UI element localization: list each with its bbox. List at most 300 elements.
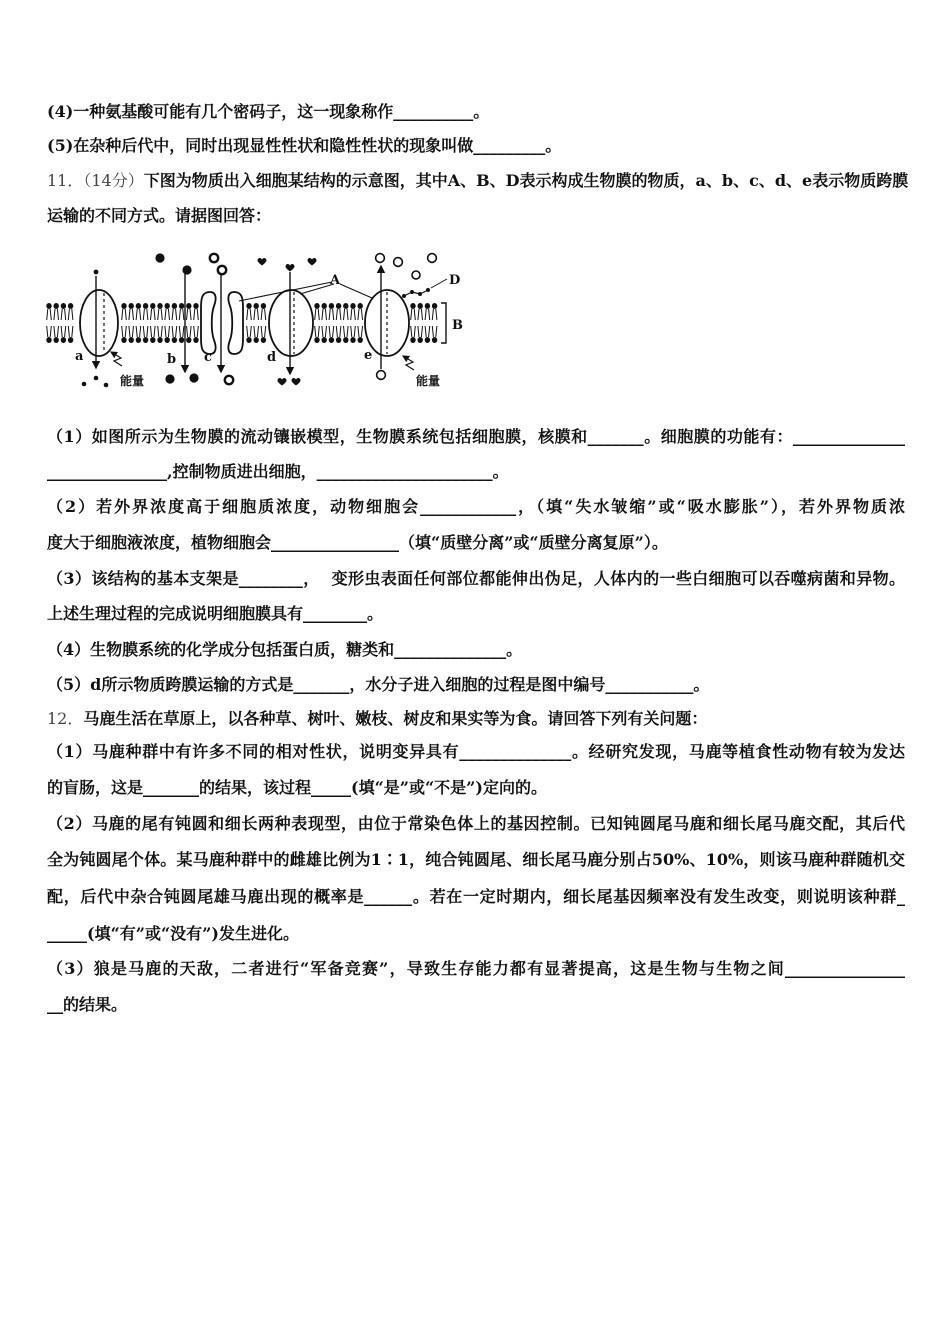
label-a: a: [75, 349, 84, 364]
phospholipid: [186, 303, 191, 320]
phospholipid-tail: [165, 309, 166, 320]
label-D-pointer: [431, 279, 447, 288]
sugar-chain-link: [404, 290, 428, 296]
q11-intro-line2: 运输的不同方式。请据图回答：: [47, 206, 272, 225]
q11-intro-text: 下图为物质出入细胞某结构的示意图，其中A、B、D表示构成生物膜的物质，a、b、c、d、e表示物质跨膜: [143, 171, 909, 190]
phospholipid-tail: [147, 309, 148, 320]
phospholipid-tail: [418, 326, 419, 337]
phospholipid-tail: [172, 326, 173, 337]
phospholipid: [336, 326, 341, 343]
phospholipid: [254, 303, 259, 320]
phospholipid-tail: [318, 326, 319, 337]
phospholipid-head: [129, 337, 134, 343]
black-molecule: [189, 373, 198, 382]
phospholipid: [129, 303, 134, 320]
q11-part4-line1: （4）生物膜系统的化学成分包括蛋白质，糖类和______________。: [47, 640, 523, 659]
phospholipid-tail: [136, 326, 137, 337]
phospholipid-head: [322, 303, 327, 309]
phospholipid-head: [329, 337, 334, 343]
phospholipid-tail: [247, 326, 248, 337]
pointer-to-protein-e: [340, 284, 372, 298]
phospholipid: [61, 326, 66, 343]
phospholipid-tail: [347, 309, 348, 320]
phospholipid-tail: [315, 309, 316, 320]
phospholipid-tail: [333, 326, 334, 337]
phospholipid-head: [350, 303, 355, 309]
ring-molecule: [210, 254, 218, 262]
phospholipid-head: [358, 337, 363, 343]
phospholipid-tail: [436, 326, 437, 337]
phospholipid-tail: [57, 309, 58, 320]
phospholipid-tail: [432, 326, 433, 337]
phospholipid-head: [54, 303, 59, 309]
small-molecule: [82, 382, 87, 387]
label-e: e: [364, 348, 373, 363]
phospholipid: [121, 303, 126, 320]
phospholipid-head: [336, 337, 341, 343]
phospholipid-tail: [61, 309, 62, 320]
phospholipid: [314, 326, 319, 343]
phospholipid-head: [68, 303, 73, 309]
phospholipid-tail: [358, 326, 359, 337]
q12-part2-line3: 配，后代中杂合钝圆尾雄马鹿出现的概率是______。若在一定时期内，细长尾基因频率没有发生改变，则说明该种群_: [47, 887, 905, 906]
q11-part1-line1: （1）如图所示为生物膜的流动镶嵌模型，生物膜系统包括细胞膜，核膜和_______。细胞膜的功能有：______________: [47, 427, 905, 446]
phospholipid-tail: [151, 326, 152, 337]
phospholipid-head: [46, 303, 51, 309]
label-d: d: [267, 350, 277, 365]
phospholipid-tail: [190, 326, 191, 337]
phospholipid: [165, 303, 170, 320]
phospholipid: [314, 303, 319, 320]
phospholipid: [157, 326, 162, 343]
phospholipid-head: [143, 337, 148, 343]
phospholipid: [54, 303, 59, 320]
phospholipid-tail: [421, 309, 422, 320]
phospholipid: [129, 326, 134, 343]
protein-body: [269, 290, 313, 356]
phospholipid-head: [193, 303, 198, 309]
q12-part1-line2: 的盲肠，这是_______的结果，该过程_____(填“是”或“不是”)定向的。: [47, 778, 547, 797]
heart-molecule: [278, 378, 287, 386]
phospholipid-head: [186, 337, 191, 343]
phospholipid-tail: [183, 326, 184, 337]
label-A: A: [330, 273, 341, 288]
phospholipid: [193, 326, 198, 343]
hollow-molecule: [376, 254, 385, 263]
phospholipid: [329, 326, 334, 343]
phospholipid-tail: [190, 309, 191, 320]
q11-part3-line1: （3）该结构的基本支架是________， 变形虫表面任何部位都能伸出伪足，人体内的一些白细胞可以吞噬病菌和异物。: [47, 569, 905, 588]
phospholipid-tail: [72, 309, 73, 320]
phospholipid-tail: [68, 309, 69, 320]
label-c: c: [204, 350, 212, 365]
phospholipid-head: [343, 337, 348, 343]
phospholipid-tail: [125, 326, 126, 337]
phospholipid-head: [121, 303, 126, 309]
phospholipid-tail: [151, 309, 152, 320]
phospholipid-tail: [432, 309, 433, 320]
phospholipid: [343, 326, 348, 343]
energy-label-left: 能量: [120, 374, 145, 388]
phospholipid-tail: [351, 326, 352, 337]
phospholipid-tail: [158, 309, 159, 320]
phospholipid: [410, 326, 415, 343]
phospholipid-tail: [47, 326, 48, 337]
phospholipid-head: [179, 303, 184, 309]
phospholipid-head: [172, 303, 177, 309]
phospholipid-head: [418, 337, 423, 343]
phospholipid-tail: [425, 309, 426, 320]
phospholipid-tail: [129, 326, 130, 337]
glycoprotein-chain: [402, 279, 447, 298]
phospholipid-tail: [168, 309, 169, 320]
phospholipid: [418, 303, 423, 320]
phospholipid-tail: [165, 326, 166, 337]
phospholipid: [322, 303, 327, 320]
phospholipid: [165, 326, 170, 343]
phospholipid-head: [343, 303, 348, 309]
phospholipid-tail: [414, 326, 415, 337]
phospholipid-head: [246, 337, 251, 343]
q12-part2-line2: 全为钝圆尾个体。某马鹿种群中的雌雄比例为1∶1，纯合钝圆尾、细长尾马鹿分别占50%、10%，则该马鹿种群随机交: [47, 850, 905, 869]
heart-molecule: [292, 378, 301, 386]
phospholipid-tail: [50, 326, 51, 337]
phospholipid: [143, 303, 148, 320]
ring-molecule: [218, 266, 226, 274]
phospholipid-head: [261, 337, 266, 343]
sugar-unit: [402, 294, 406, 298]
phospholipid: [46, 303, 51, 320]
phospholipid-tail: [47, 309, 48, 320]
phospholipid: [172, 326, 177, 343]
channel-left-half: [201, 292, 216, 354]
carrier-protein-e: [365, 290, 409, 356]
phospholipid: [343, 303, 348, 320]
phospholipid-head: [246, 303, 251, 309]
phospholipid-tail: [136, 309, 137, 320]
phospholipid-tail: [179, 309, 180, 320]
phospholipid-tail: [194, 309, 195, 320]
phospholipid-tail: [254, 326, 255, 337]
phospholipid: [136, 326, 141, 343]
phospholipid-tail: [329, 309, 330, 320]
phospholipid-tail: [161, 326, 162, 337]
phospholipid-tail: [168, 326, 169, 337]
phospholipid-head: [61, 337, 66, 343]
phospholipid-tail: [340, 309, 341, 320]
q12-intro: [47, 709, 707, 729]
phospholipid: [246, 326, 251, 343]
phospholipid-tail: [333, 309, 334, 320]
black-molecule: [165, 374, 174, 383]
black-molecule: [155, 253, 164, 262]
q11-part2-line1: （2）若外界浓度高于细胞质浓度，动物细胞会____________，（填“失水皱缩”或“吸水膨胀”），若外界物质浓: [47, 497, 905, 516]
phospholipid-head: [179, 337, 184, 343]
small-molecule: [104, 383, 109, 388]
phospholipid-tail: [351, 309, 352, 320]
phospholipid-head: [254, 303, 259, 309]
q12-part3-line2: __的结果。: [47, 995, 128, 1014]
q12-part2-line4: _____(填“有”或“没有”)发生进化。: [47, 924, 299, 943]
q11-number: 11．（14分）: [47, 171, 144, 190]
label-B: B: [452, 318, 463, 333]
phospholipid-head: [425, 303, 430, 309]
phospholipid-head: [143, 303, 148, 309]
label-D: D: [449, 273, 461, 288]
phospholipid: [68, 326, 73, 343]
phospholipid-head: [157, 303, 162, 309]
phospholipid-head: [432, 337, 437, 343]
phospholipid-tail: [140, 326, 141, 337]
sugar-unit: [426, 288, 430, 292]
q12-part1-line1: （1）马鹿种群中有许多不同的相对性状，说明变异具有______________。经研究发现，马鹿等植食性动物有较为发达: [47, 742, 905, 761]
phospholipid-tail: [147, 326, 148, 337]
phospholipid-head: [425, 337, 430, 343]
energy-label-right: 能量: [416, 374, 441, 388]
phospholipid: [179, 303, 184, 320]
phospholipid-tail: [65, 326, 66, 337]
phospholipid-tail: [325, 309, 326, 320]
q10-part4: (4)一种氨基酸可能有几个密码子，这一现象称作__________。: [47, 102, 490, 121]
phospholipid-tail: [257, 326, 258, 337]
phospholipid: [172, 303, 177, 320]
q11-part1-line2: _______________,控制物质进出细胞，______________________。: [47, 462, 509, 481]
phospholipid-tail: [154, 309, 155, 320]
q11-part3-line2: 上述生理过程的完成说明细胞膜具有________。: [47, 604, 384, 623]
phospholipid-tail: [172, 309, 173, 320]
phospholipid-head: [314, 303, 319, 309]
q11-intro-line1: [47, 171, 909, 191]
hollow-molecule: [428, 254, 437, 263]
heart-molecule: [258, 258, 267, 266]
heart-molecule: [286, 264, 295, 272]
phospholipid: [432, 326, 437, 343]
phospholipid-head: [54, 337, 59, 343]
phospholipid-tail: [50, 309, 51, 320]
phospholipid-tail: [161, 309, 162, 320]
phospholipid-tail: [132, 326, 133, 337]
phospholipid-head: [46, 337, 51, 343]
phospholipid-tail: [429, 309, 430, 320]
phospholipid-head: [322, 337, 327, 343]
ring-molecule: [225, 376, 233, 384]
phospholipid-head: [136, 303, 141, 309]
phospholipid: [432, 303, 437, 320]
phospholipid-tail: [261, 326, 262, 337]
phospholipid-tail: [329, 326, 330, 337]
q11-part2-line2: 度大于细胞液浓度，植物细胞会________________（填“质壁分离”或“质壁分离复原”）。: [47, 533, 668, 552]
phospholipid-tail: [322, 309, 323, 320]
phospholipid-tail: [143, 326, 144, 337]
phospholipid-head: [418, 303, 423, 309]
phospholipid: [136, 303, 141, 320]
phospholipid-tail: [72, 326, 73, 337]
small-molecule: [94, 376, 99, 381]
phospholipid-tail: [57, 326, 58, 337]
phospholipid-tail: [54, 326, 55, 337]
channel-right-half: [228, 292, 243, 354]
phospholipid: [358, 326, 363, 343]
phospholipid-head: [121, 337, 126, 343]
phospholipid: [193, 303, 198, 320]
phospholipid-head: [410, 337, 415, 343]
phospholipid-tail: [411, 326, 412, 337]
phospholipid-tail: [140, 309, 141, 320]
phospholipid: [54, 326, 59, 343]
phospholipid-head: [150, 303, 155, 309]
phospholipid-tail: [176, 326, 177, 337]
hollow-molecule: [377, 371, 386, 380]
phospholipid-tail: [254, 309, 255, 320]
phospholipid: [425, 326, 430, 343]
energy-zigzag-left: [111, 352, 122, 366]
phospholipid: [121, 326, 126, 343]
phospholipid: [261, 303, 266, 320]
phospholipid-tail: [358, 309, 359, 320]
q12-intro-text: 马鹿生活在草原上，以各种草、树叶、嫩枝、树皮和果实等为食。请回答下列有关问题：: [83, 709, 708, 728]
phospholipid-tail: [122, 309, 123, 320]
phospholipid-tail: [187, 309, 188, 320]
phospholipid-tail: [411, 309, 412, 320]
hollow-molecule: [394, 258, 403, 267]
phospholipid-tail: [143, 309, 144, 320]
phospholipid: [68, 303, 73, 320]
phospholipid-tail: [418, 309, 419, 320]
phospholipid-tail: [344, 309, 345, 320]
small-molecule: [94, 270, 99, 275]
phospholipid-tail: [414, 309, 415, 320]
phospholipid-head: [136, 337, 141, 343]
phospholipid-head: [165, 303, 170, 309]
phospholipid-tail: [361, 309, 362, 320]
hollow-molecule: [412, 271, 420, 279]
phospholipid: [61, 303, 66, 320]
phospholipid-tail: [354, 326, 355, 337]
phospholipid-tail: [250, 309, 251, 320]
phospholipid-tail: [322, 326, 323, 337]
phospholipid-head: [261, 303, 266, 309]
phospholipid-head: [157, 337, 162, 343]
phospholipid-tail: [340, 326, 341, 337]
phospholipid-tail: [315, 326, 316, 337]
phospholipid: [336, 303, 341, 320]
q12-part2-line1: （2）马鹿的尾有钝圆和细长两种表现型，由位于常染色体上的基因控制。已知钝圆尾马鹿和细长尾马鹿交配，其后代: [47, 814, 905, 833]
phospholipid-tail: [122, 326, 123, 337]
phospholipid-tail: [354, 309, 355, 320]
phospholipid-tail: [65, 309, 66, 320]
phospholipid-tail: [187, 326, 188, 337]
phospholipid-tail: [257, 309, 258, 320]
phospholipid-head: [150, 337, 155, 343]
phospholipid: [246, 303, 251, 320]
phospholipid-tail: [344, 326, 345, 337]
phospholipid: [350, 303, 355, 320]
phospholipid-head: [314, 337, 319, 343]
phospholipid-tail: [265, 326, 266, 337]
phospholipid: [425, 303, 430, 320]
phospholipid-head: [172, 337, 177, 343]
phospholipid-head: [61, 303, 66, 309]
heart-molecule: [308, 258, 317, 266]
sugar-unit: [410, 290, 414, 294]
phospholipid-tail: [68, 326, 69, 337]
phospholipid-head: [165, 337, 170, 343]
phospholipid-tail: [261, 309, 262, 320]
bilayer-bracket: [441, 303, 446, 343]
phospholipid-tail: [318, 309, 319, 320]
phospholipid-head: [193, 337, 198, 343]
phospholipid-tail: [336, 326, 337, 337]
phospholipid-tail: [179, 326, 180, 337]
protein-body: [80, 290, 118, 356]
phospholipid-tail: [132, 309, 133, 320]
phospholipid: [179, 326, 184, 343]
phospholipid: [322, 326, 327, 343]
phospholipid: [358, 303, 363, 320]
sugar-unit: [418, 292, 422, 296]
phospholipid: [150, 326, 155, 343]
phospholipid-tail: [361, 326, 362, 337]
phospholipid-tail: [250, 326, 251, 337]
phospholipid-head: [186, 303, 191, 309]
phospholipid-tail: [265, 309, 266, 320]
q10-part5: (5)在杂种后代中，同时出现显性性状和隐性性状的现象叫做_________。: [47, 136, 562, 155]
phospholipid: [261, 326, 266, 343]
phospholipid: [46, 326, 51, 343]
phospholipid-tail: [425, 326, 426, 337]
phospholipid-head: [432, 303, 437, 309]
phospholipid-tail: [61, 326, 62, 337]
phospholipid-head: [129, 303, 134, 309]
phospholipid-head: [68, 337, 73, 343]
phospholipid-tail: [158, 326, 159, 337]
energy-zigzag-right: [403, 356, 414, 370]
phospholipid-tail: [54, 309, 55, 320]
phospholipid-tail: [129, 309, 130, 320]
molecules-outside: [94, 253, 437, 279]
phospholipid-tail: [429, 326, 430, 337]
phospholipid-tail: [194, 326, 195, 337]
phospholipid-tail: [247, 309, 248, 320]
phospholipid-head: [254, 337, 259, 343]
carrier-protein-d: [269, 290, 313, 356]
phospholipid-tail: [347, 326, 348, 337]
phospholipid-tail: [197, 309, 198, 320]
channel-protein-c: [201, 292, 243, 354]
phospholipid-tail: [183, 309, 184, 320]
q12-number: 12．: [47, 709, 84, 728]
phospholipid-tail: [336, 309, 337, 320]
cell-membrane-diagram: [44, 248, 474, 398]
phospholipid: [150, 303, 155, 320]
phospholipid: [410, 303, 415, 320]
phospholipid: [418, 326, 423, 343]
phospholipid: [254, 326, 259, 343]
phospholipid-tail: [125, 309, 126, 320]
phospholipid: [350, 326, 355, 343]
phospholipid: [157, 303, 162, 320]
phospholipid-head: [410, 303, 415, 309]
phospholipid-tail: [436, 309, 437, 320]
phospholipid: [186, 326, 191, 343]
phospholipid-head: [329, 303, 334, 309]
phospholipid-tail: [154, 326, 155, 337]
black-molecule: [182, 265, 191, 274]
phospholipid-head: [358, 303, 363, 309]
carrier-protein-a: [80, 290, 118, 356]
phospholipid-tail: [421, 326, 422, 337]
phospholipid-head: [350, 337, 355, 343]
